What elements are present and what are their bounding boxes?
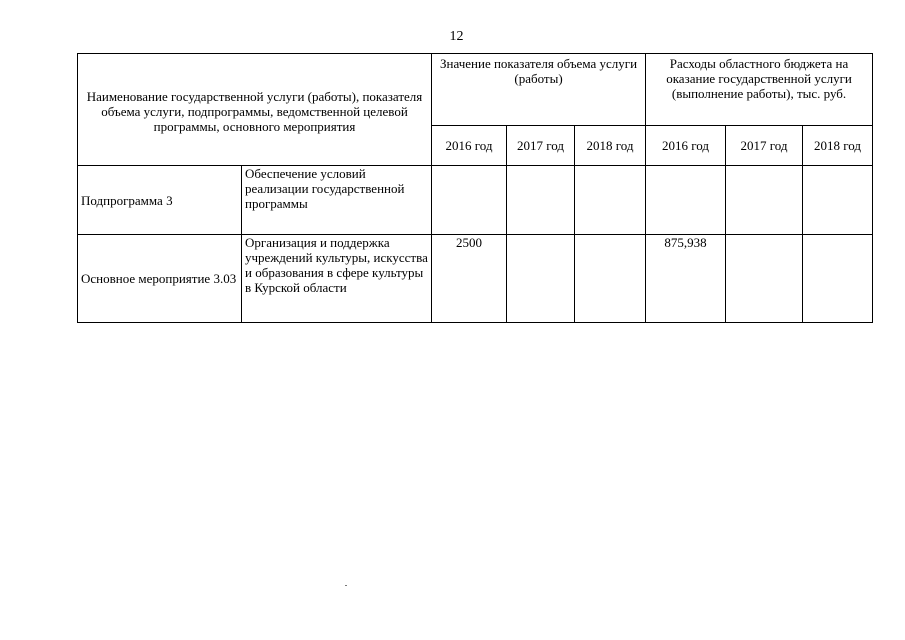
row-description: Организация и поддержка учреждений культуры, искусства и образования в сфере культуры в Курской области [242,235,432,323]
row-value-budget-2016 [646,166,726,235]
row-value-budget-2017 [726,166,803,235]
row-label: Подпрограмма 3 [78,166,242,235]
header-year-volume-2018: 2018 год [575,126,646,166]
row-value-budget-2016: 875,938 [646,235,726,323]
row-value-volume-2017 [507,166,575,235]
row-description: Обеспечение условий реализации государственной программы [242,166,432,235]
scan-speck [345,585,347,586]
service-volume-table [77,53,873,323]
row-value-budget-2018 [803,235,873,323]
header-volume-group: Значение показателя объема услуги (работы) [432,54,646,126]
page-number: 12 [449,29,464,44]
row-value-volume-2017 [507,235,575,323]
row-value-budget-2017 [726,235,803,323]
header-name-cell: Наименование государственной услуги (работы), показателя объема услуги, подпрограммы, ведомственной целевой программы, основного мероприятия [78,54,432,166]
row-value-volume-2018 [575,235,646,323]
header-year-volume-2017: 2017 год [507,126,575,166]
row-label: Основное мероприятие 3.03 [78,235,242,323]
row-value-volume-2016: 2500 [432,235,507,323]
row-value-budget-2018 [803,166,873,235]
row-value-volume-2016 [432,166,507,235]
header-year-volume-2016: 2016 год [432,126,507,166]
header-year-budget-2018: 2018 год [803,126,873,166]
header-year-budget-2017: 2017 год [726,126,803,166]
header-year-budget-2016: 2016 год [646,126,726,166]
header-budget-group: Расходы областного бюджета на оказание государственной услуги (выполнение работы), тыс. руб. [646,54,873,126]
row-value-volume-2018 [575,166,646,235]
table-row [78,166,873,235]
header-row-groups [78,54,873,126]
table-row [78,235,873,323]
